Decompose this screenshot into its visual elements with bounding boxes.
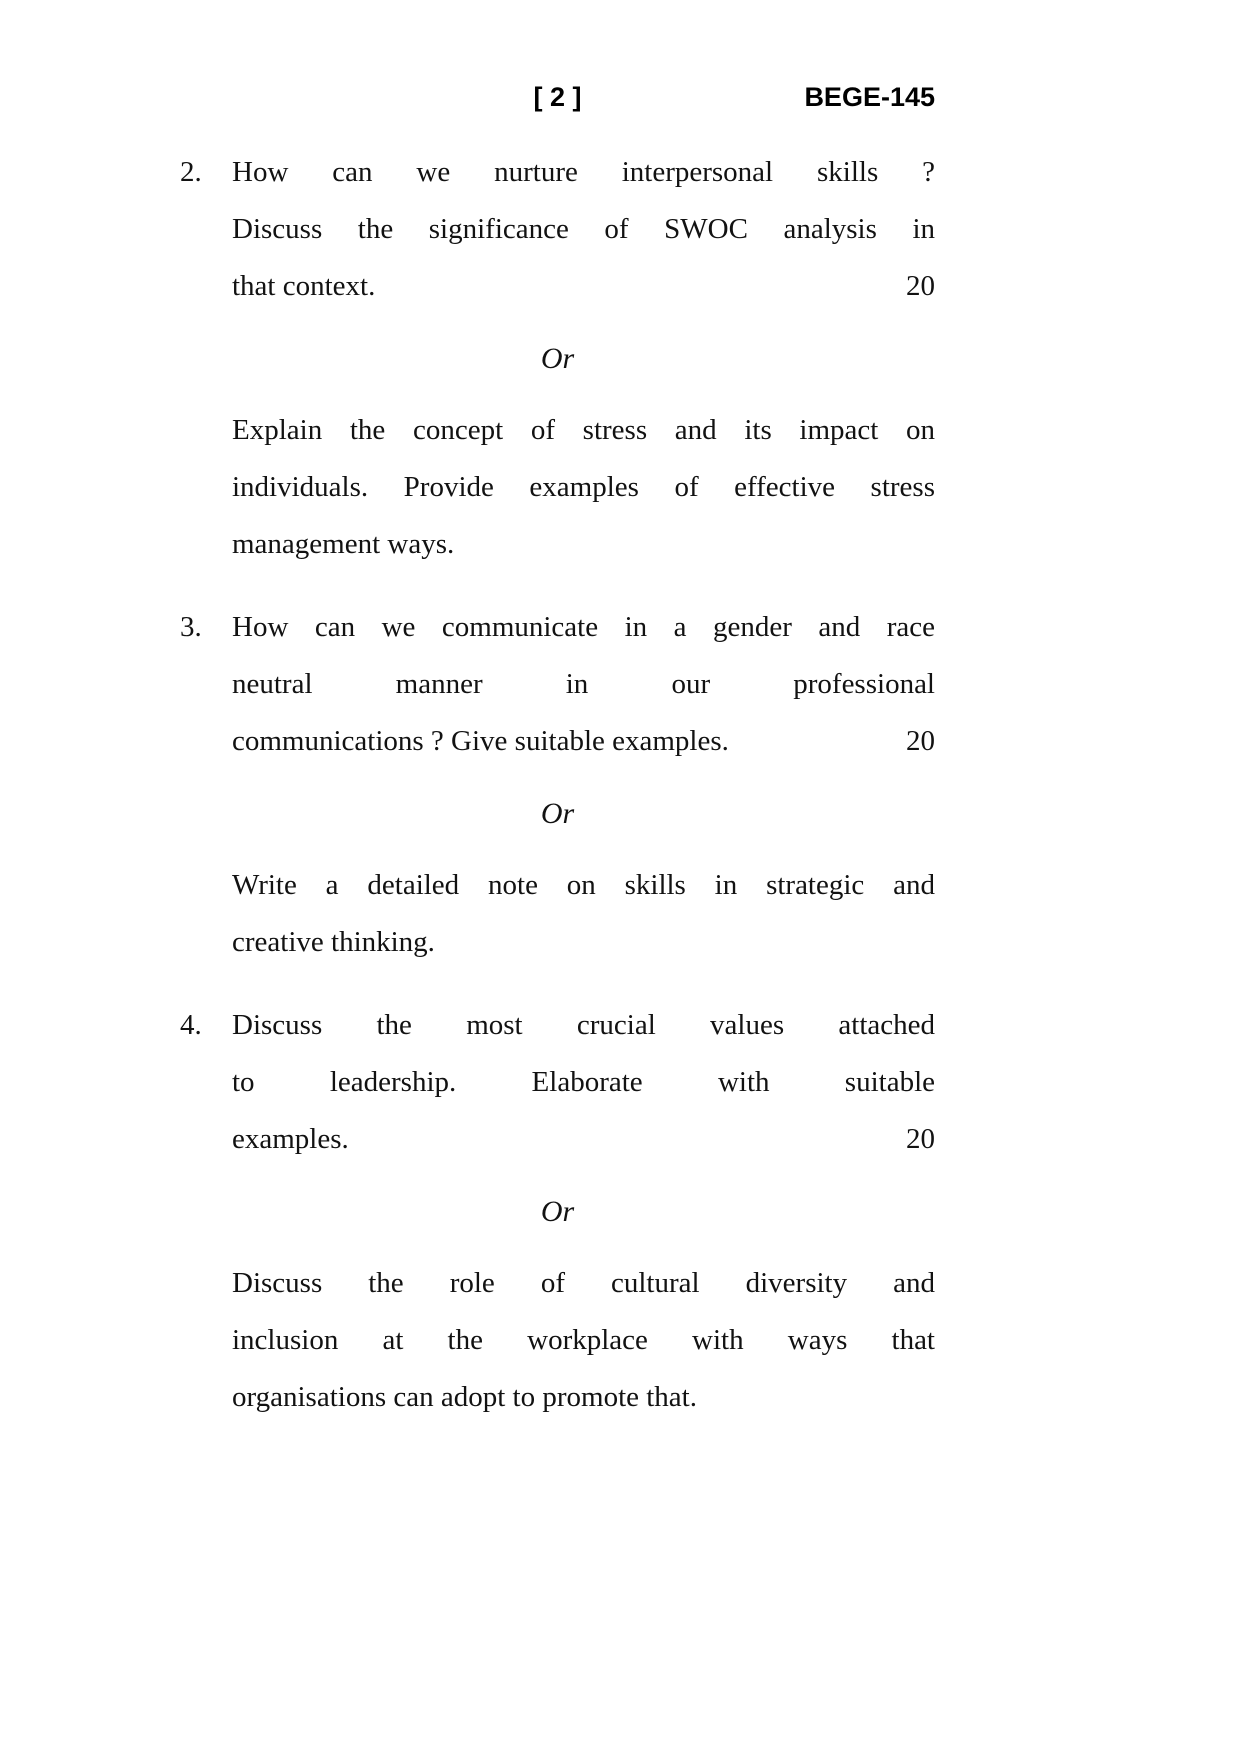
question-4-block (180, 997, 935, 1426)
question-line: Discuss the significance of SWOC analysis in (232, 213, 935, 245)
alt-line: individuals. Provide examples of effective stress (232, 471, 935, 503)
marks-value: 20 (906, 1123, 935, 1155)
question-line: How can we nurture interpersonal skills ? (232, 156, 935, 188)
or-label: Or (540, 342, 575, 375)
question-last-line (232, 1111, 935, 1168)
question-last-line (232, 713, 935, 770)
question-line: Discuss the most crucial values attached (232, 1009, 935, 1041)
question-last-line (232, 258, 935, 315)
question-2-main (180, 144, 935, 315)
question-line: examples. (232, 1123, 349, 1155)
question-number: 3. (180, 611, 202, 643)
alt-line: inclusion at the workplace with ways that (232, 1324, 935, 1356)
marks-value: 20 (906, 725, 935, 757)
question-line: How can we communicate in a gender and race (232, 611, 935, 643)
question-4-main (180, 997, 935, 1168)
page-number: [ 2 ] (533, 82, 582, 112)
marks-value: 20 (906, 270, 935, 302)
question-3-main (180, 599, 935, 770)
alt-last-line: organisations can adopt to promote that. (232, 1381, 697, 1413)
alt-line: Write a detailed note on skills in strategic and (232, 869, 935, 901)
question-text (232, 599, 935, 770)
or-label: Or (540, 797, 575, 830)
alt-last-line: creative thinking. (232, 926, 435, 958)
course-code: BEGE-145 (804, 82, 935, 112)
question-2-block (180, 144, 935, 573)
question-text (232, 144, 935, 315)
alt-line: Explain the concept of stress and its impact on (232, 414, 935, 446)
question-line: communications ? Give suitable examples. (232, 725, 729, 757)
page-header (180, 82, 935, 122)
question-4-alternative (232, 1255, 935, 1426)
question-line: neutral manner in our professional (232, 668, 935, 700)
question-text (232, 997, 935, 1168)
question-3-block (180, 599, 935, 971)
question-number: 4. (180, 1009, 202, 1041)
question-line: that context. (232, 270, 376, 302)
question-2-alternative (232, 402, 935, 573)
or-label: Or (540, 1195, 575, 1228)
question-line: to leadership. Elaborate with suitable (232, 1066, 935, 1098)
question-number: 2. (180, 156, 202, 188)
alt-line: Discuss the role of cultural diversity and (232, 1267, 935, 1299)
question-3-alternative (232, 857, 935, 971)
alt-last-line: management ways. (232, 528, 455, 560)
